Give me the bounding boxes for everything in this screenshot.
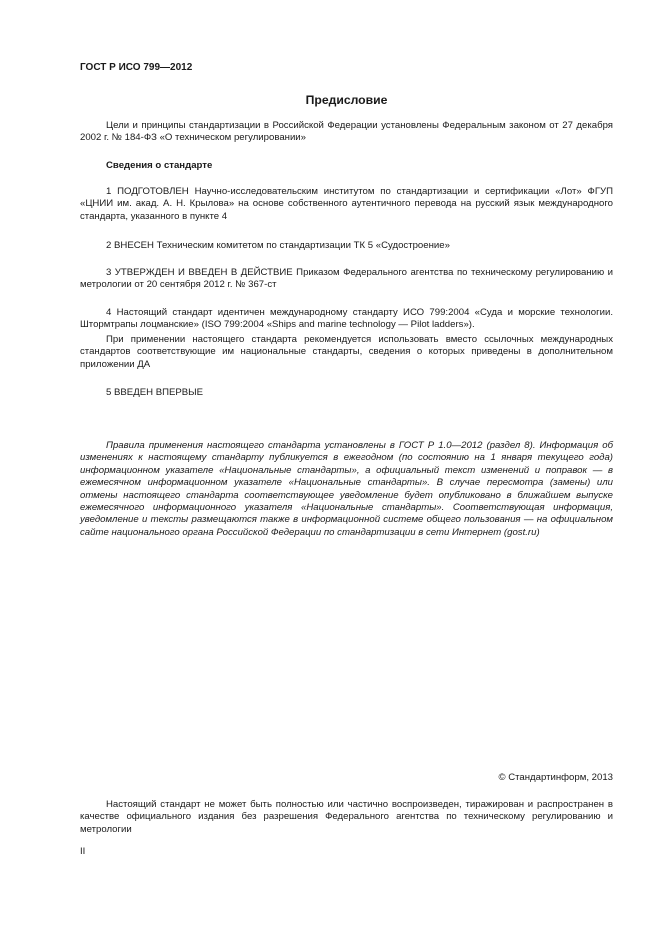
item-4-note: При применении настоящего стандарта рекомендуется использовать вместо ссылочных международных стандартов соответствующие им национальные стандарты, сведения о которых приведены в дополнительном приложении ДА bbox=[80, 334, 613, 370]
copyright: © Стандартинформ, 2013 bbox=[498, 772, 613, 783]
info-heading: Сведения о стандарте bbox=[106, 160, 213, 171]
page-title: Предисловие bbox=[305, 93, 388, 107]
item-2: 2 ВНЕСЕН Техническим комитетом по стандартизации ТК 5 «Судостроение» bbox=[106, 240, 450, 251]
reproduction-notice: Настоящий стандарт не может быть полностью или частично воспроизведен, тиражирован и распространен в качестве официального издания без разрешения Федерального агентства по техническому регулированию и метрологии bbox=[80, 799, 613, 835]
document-header: ГОСТ Р ИСО 799—2012 bbox=[80, 62, 193, 73]
item-5: 5 ВВЕДЕН ВПЕРВЫЕ bbox=[106, 387, 204, 398]
item-3: 3 УТВЕРЖДЕН И ВВЕДЕН В ДЕЙСТВИЕ Приказом Федерального агентства по техническому регулированию и метрологии от 20 сентября 2012 г. № 367-ст bbox=[80, 267, 613, 291]
rules-notice: Правила применения настоящего стандарта установлены в ГОСТ Р 1.0—2012 (раздел 8). Информация об изменениях к настоящему стандарту публикуется в ежегодном (по состоянию на 1 января текущего года) информационном указателе «Национальные стандарты», а официальный текст изменений и поправок — в ежемесячном информационном указателе «Национальные стандарты». В случае пересмотра (замены) или отмены настоящего стандарта соответствующее уведомление будет опубликовано в ближайшем выпуске ежемесячного информационного указателя «Национальные стандарты». Соответствующая информация, уведомление и тексты размещаются также в информационной системе общего пользования — на официальном сайте национального органа Российской Федерации по стандартизации в сети Интернет (gost.ru) bbox=[80, 440, 613, 538]
item-1: 1 ПОДГОТОВЛЕН Научно-исследовательским институтом по стандартизации и сертификации «Лот» ФГУП «ЦНИИ им. акад. А. Н. Крылова» на основе собственного аутентичного перевода на русский язык международного стандарта, указанного в пункте 4 bbox=[80, 186, 613, 222]
page-number: II bbox=[80, 846, 86, 857]
intro-paragraph: Цели и принципы стандартизации в Российской Федерации установлены Федеральным законом от 27 декабря 2002 г. № 184-ФЗ «О техническом регулировании» bbox=[80, 120, 613, 144]
item-4: 4 Настоящий стандарт идентичен международному стандарту ИСО 799:2004 «Суда и морские технологии. Штормтрапы лоцманские» (ISO 799:2004 «Ships and marine technology — Pilot ladders»). bbox=[80, 307, 613, 331]
